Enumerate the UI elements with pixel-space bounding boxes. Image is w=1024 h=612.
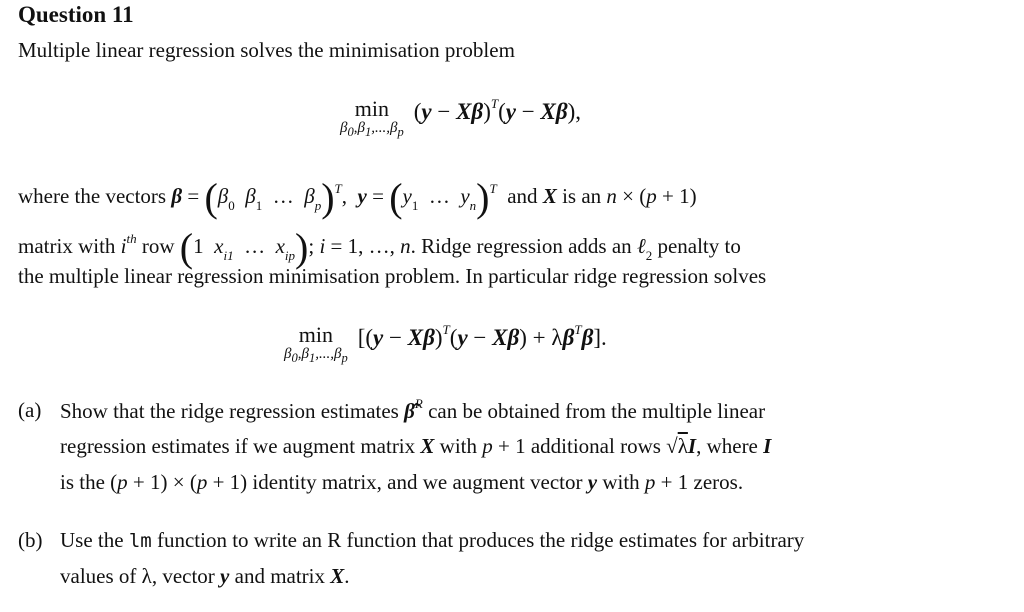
part-a-label: (a) [18, 398, 42, 422]
question-title: Question 11 [18, 2, 134, 27]
lm-code: lm [128, 530, 152, 552]
equation-2: min $\beta_0,\beta_1,...,\beta_p$ $[(y - X\beta)^T(y - X\beta) + \lambda\beta^T\beta]$. [284, 322, 607, 365]
part-b-line1: Use the lm function to write an R function that produces the ridge estimates for arbitrary [60, 528, 805, 552]
vectors-definition: where the vectors $\beta = (\beta_0$ $\beta_1$ … $\beta_p)^T$, $y = (y_1$ … $y_n)^T$ and X is an n × (p + 1) [18, 175, 697, 220]
part-a-line2: regression estimates if we augment matrix X with p + 1 additional rows √λI, where I [60, 434, 772, 458]
part-b-label: (b) [18, 528, 43, 552]
intro-text: Multiple linear regression solves the minimisation problem [18, 38, 515, 62]
ridge-intro-text: the multiple linear regression minimisation problem. In particular ridge regression solves [18, 264, 767, 288]
equation-1: min $\beta_0,\beta_1,...,\beta_p$ $(y - X\beta)^T(y - X\beta)$, [340, 96, 582, 139]
min-operator: min $\beta_0,\beta_1,...,\beta_p$ [340, 96, 404, 139]
min-operator-2: min $\beta_0,\beta_1,...,\beta_p$ [284, 322, 348, 365]
row-definition: matrix with $i^{th}$ row (1 $x_{i1}$ … $x_{ip}$); i = 1, …, n. Ridge regression adds an ℓ$_2$ penalty to [18, 225, 741, 270]
part-a-line3: is the (p + 1) × (p + 1) identity matrix, and we augment vector y with p + 1 zeros. [60, 470, 744, 494]
part-b-line2: values of λ, vector y and matrix X. [60, 564, 350, 588]
part-a-line1: Show that the ridge regression estimates β̂$^R$ can be obtained from the multiple linear [60, 396, 766, 423]
